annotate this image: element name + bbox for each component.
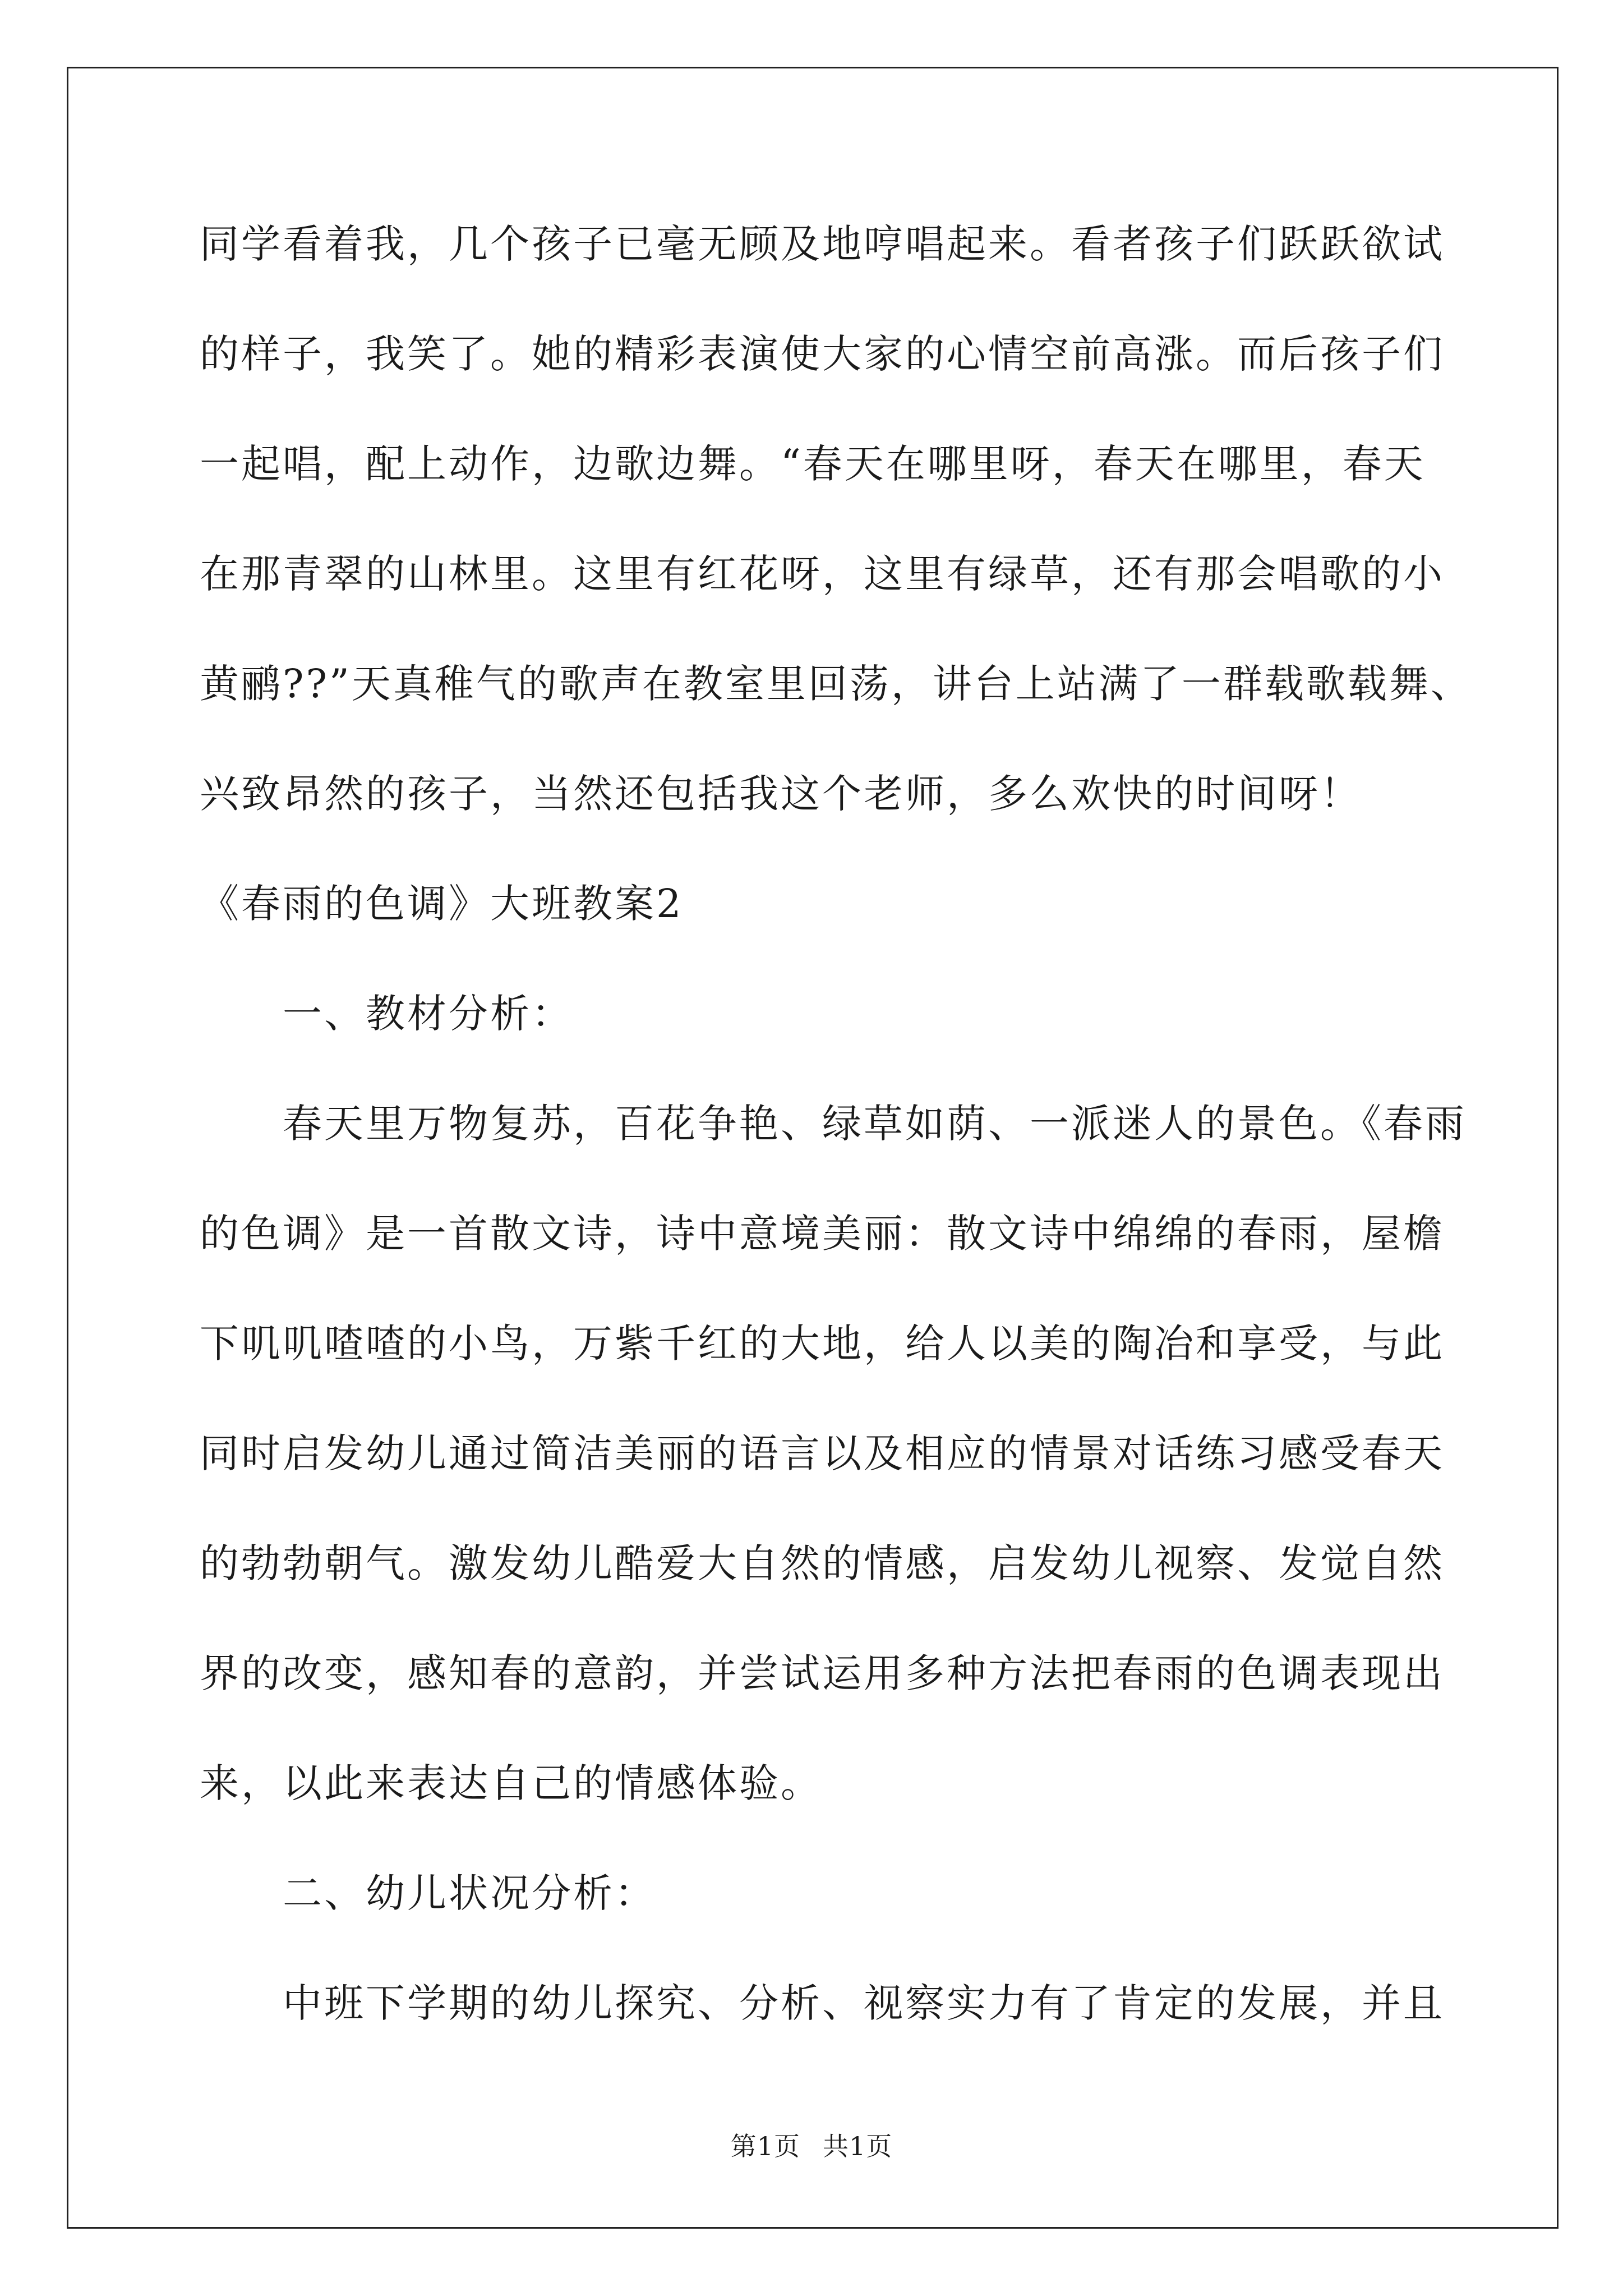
text-line: 中班下学期的幼儿探究、分析、视察实力有了肯定的发展，并且 (283, 1980, 1445, 2026)
text-line: 界的改变，感知春的意韵，并尝试运用多种方法把春雨的色调表现出 (200, 1650, 1445, 1696)
text-line: 同时启发幼儿通过简洁美丽的语言以及相应的情景对话练习感受春天 (200, 1430, 1445, 1476)
page-total: 共1页 (823, 2131, 893, 2161)
text-line: 的勃勃朝气。激发幼儿酷爱大自然的情感，启发幼儿视察、发觉自然 (200, 1540, 1445, 1586)
text-line: 下叽叽喳喳的小鸟，万紫千红的大地，给人以美的陶冶和享受，与此 (200, 1320, 1445, 1366)
text-line: 的样子，我笑了。她的精彩表演使大家的心情空前高涨。而后孩子们 (200, 331, 1445, 377)
subsection-heading: 一、教材分析： (283, 991, 573, 1037)
text-line: 兴致昂然的孩子，当然还包括我这个老师，多么欢快的时间呀！ (200, 771, 1362, 817)
text-line: 春天里万物复苏，百花争艳、绿草如荫、一派迷人的景色。《春雨 (283, 1101, 1467, 1147)
text-line: 一起唱，配上动作，边歌边舞。“春天在哪里呀，春天在哪里，春天 (200, 441, 1426, 487)
text-line: 的色调》是一首散文诗，诗中意境美丽：散文诗中绵绵的春雨，屋檐 (200, 1211, 1445, 1257)
text-line: 黄鹂??”天真稚气的歌声在教室里回荡，讲台上站满了一群载歌载舞、 (200, 661, 1472, 707)
page-footer (0, 2126, 1623, 2163)
text-line: 同学看着我，几个孩子已毫无顾及地哼唱起来。看者孩子们跃跃欲试 (200, 221, 1445, 267)
text-line: 来，以此来表达自己的情感体验。 (200, 1760, 822, 1806)
text-line: 在那青翠的山林里。这里有红花呀，这里有绿草，还有那会唱歌的小 (200, 551, 1445, 597)
subsection-heading: 二、幼儿状况分析： (283, 1870, 656, 1916)
page-number: 第1页 (730, 2131, 800, 2161)
section-heading: 《春雨的色调》大班教案2 (200, 881, 684, 927)
